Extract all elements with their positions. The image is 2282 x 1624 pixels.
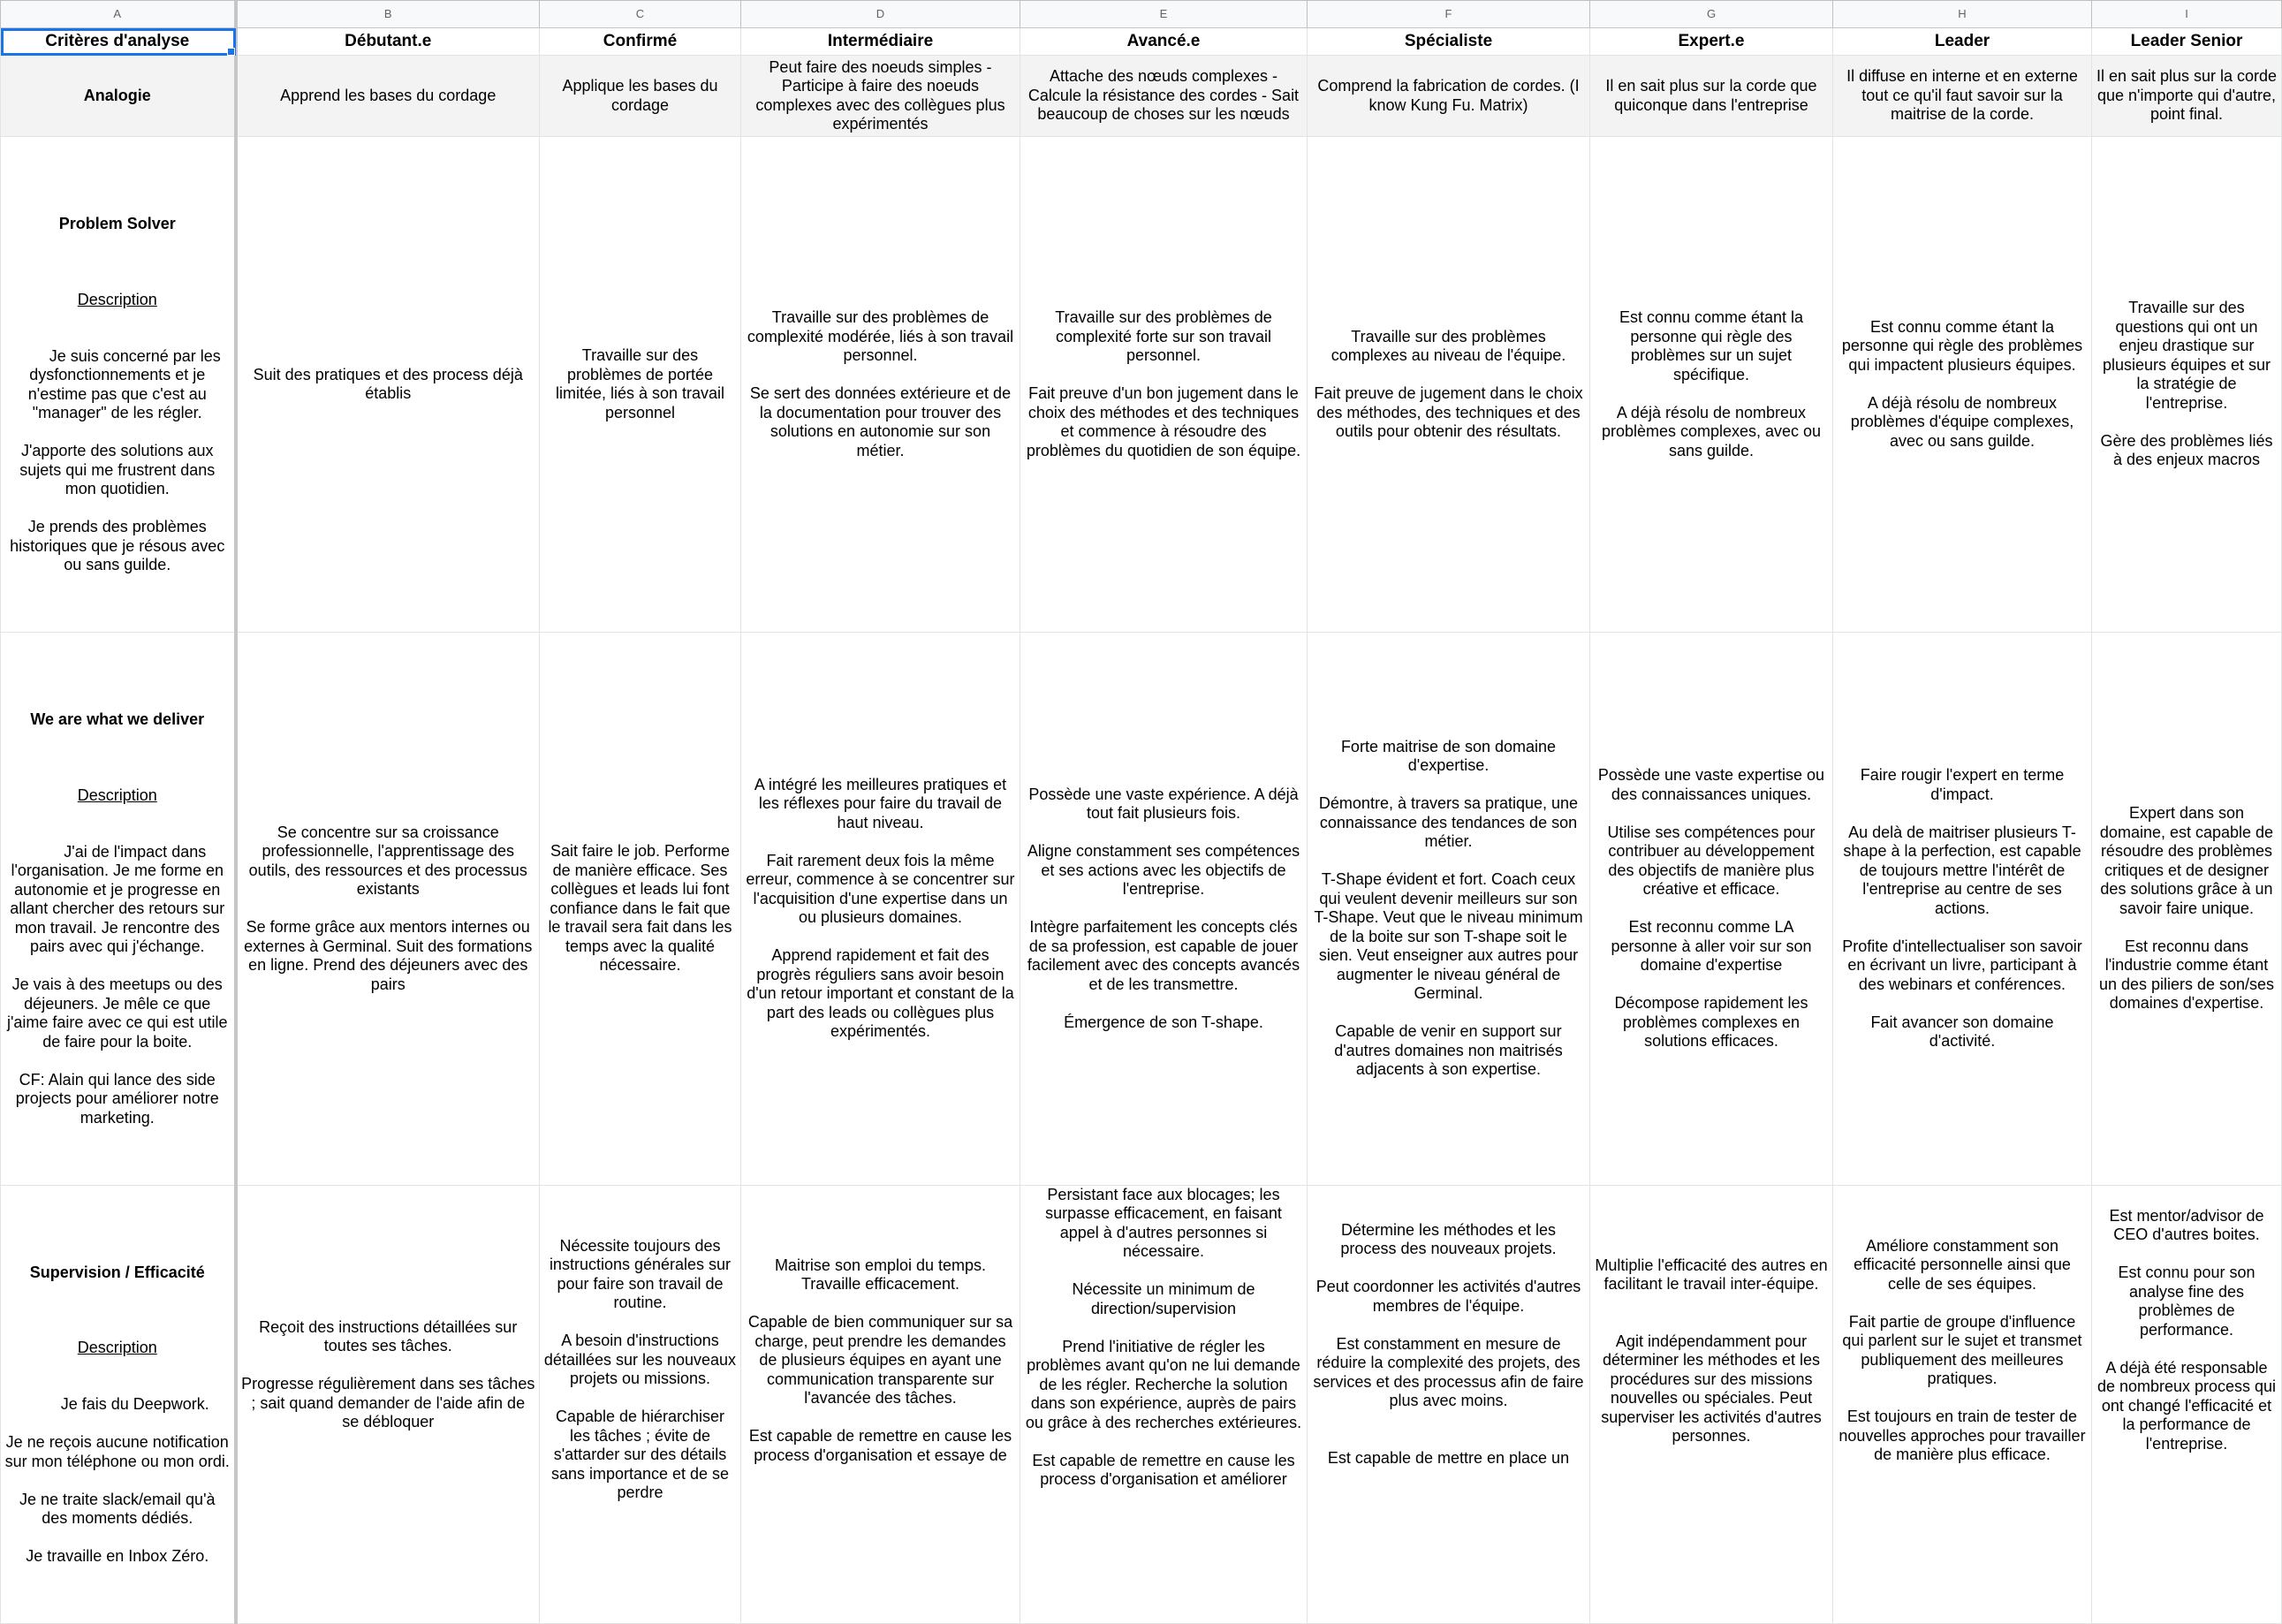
cell-a5-supervision[interactable] xyxy=(1,1185,236,1624)
cell-d5[interactable] xyxy=(741,1185,1020,1624)
cell-b3[interactable]: Suit des pratiques et des process déjà établis xyxy=(236,137,540,633)
criterion-title: We are what we deliver xyxy=(30,710,205,728)
cell-f1-specialiste[interactable]: Spécialiste xyxy=(1308,28,1590,56)
cell-c1-confirme[interactable]: Confirmé xyxy=(540,28,741,56)
column-header-c[interactable]: C xyxy=(540,1,741,28)
cell-e5-text: Persistant face aux blocages; les surpasse efficacement, en faisant appel à d'autres personnes si nécessaire. Nécessite un minimum de direction/supervision Prend l'initiative de régler les problèmes avant qu'on ne lui demande de les régler. Recherche la solution dans son expérience, auprès de pairs ou grâce à des recherches extérieures. Est capable de remettre en cause les process d'organisation et améliorer xyxy=(1025,1185,1302,1488)
cell-i4[interactable]: Expert dans son domaine, est capable de résoudre des problèmes critiques et de designer des solutions grâce à un savoir faire unique. Est reconnu dans l'industrie comme étant un des piliers de son/ses domaines d'expertise. xyxy=(2092,633,2282,1186)
cell-h2[interactable]: Il diffuse en interne et en externe tout ce qu'il faut savoir sur la maitrise de la corde. xyxy=(1833,56,2092,137)
cell-f2[interactable]: Comprend la fabrication de cordes. (I know Kung Fu. Matrix) xyxy=(1308,56,1590,137)
cell-f4[interactable]: Forte maitrise de son domaine d'expertise. Démontre, à travers sa pratique, une connaissance des tendances de son métier. T-Shape évident et fort. Coach ceux qui veulent devenir meilleurs sur son T-Shape. Veut que le niveau minimum de la boite sur son T-shape soit le sien. Veut enseigner aux autres pour augmenter le niveau général de Germinal. Capable de venir en support sur d'autres domaines non maitrisés adjacents à son expertise. xyxy=(1308,633,1590,1186)
column-header-i[interactable]: I xyxy=(2092,1,2282,28)
criterion-title: Supervision / Efficacité xyxy=(29,1263,205,1281)
cell-i1-leader-senior[interactable]: Leader Senior xyxy=(2092,28,2282,56)
column-header-e[interactable]: E xyxy=(1020,1,1308,28)
cell-b2[interactable]: Apprend les bases du cordage xyxy=(236,56,540,137)
cell-d2[interactable]: Peut faire des noeuds simples - Participe à faire des noeuds complexes avec des collègues plus expérimentés xyxy=(741,56,1020,137)
cell-i3[interactable]: Travaille sur des questions qui ont un enjeu drastique sur plusieurs équipes et sur la stratégie de l'entreprise. Gère des problèmes liés à des enjeux macros xyxy=(2092,137,2282,633)
cell-b5-text: Reçoit des instructions détaillées sur toutes ses tâches. Progresse régulièrement dans ses tâches ; sait quand demander de l'aide afin de se débloquer xyxy=(241,1317,535,1430)
cell-i5-text: Est mentor/advisor de CEO d'autres boites. Est connu pour son analyse fine des problèmes de performance. A déjà été responsable de nombreux process qui ont changé l'efficacité et la performance de l'entreprise. xyxy=(2096,1206,2277,1453)
cell-h4[interactable]: Faire rougir l'expert en terme d'impact. Au delà de maitriser plusieurs T-shape à la perfection, est capable de toujours mettre l'intérêt de l'entreprise au centre de ses actions. Profite d'intellectualiser son savoir en écrivant un livre, participant à des webinars et conférences. Fait avancer son domaine d'activité. xyxy=(1833,633,2092,1186)
cell-i2[interactable]: Il en sait plus sur la corde que n'importe qui d'autre, point final. xyxy=(2092,56,2282,137)
criterion-description-text: J'ai de l'impact dans l'organisation. Je me forme en autonomie et je progresse en allant chercher des retours sur mon travail. Je rencontre des pairs avec qui j'échange. Je vais à des meetups ou des déjeuners. Je mêle ce que j'aime faire avec ce qui est utile de faire pour la boite. CF: Alain qui lance des side projects pour améliorer notre marketing. xyxy=(6,842,228,1127)
cell-h1-leader[interactable]: Leader xyxy=(1833,28,2092,56)
cell-e2[interactable]: Attache des nœuds complexes - Calcule la résistance des cordes - Sait beaucoup de choses sur les nœuds xyxy=(1020,56,1308,137)
cell-f5-text: Détermine les méthodes et les process des nouveaux projets. Peut coordonner les activités d'autres membres de l'équipe. Est constamment en mesure de réduire la complexité des projets, des services et des processus afin de faire plus avec moins. Est capable de mettre en place un xyxy=(1313,1220,1584,1467)
cell-f3[interactable]: Travaille sur des problèmes complexes au niveau de l'équipe. Fait preuve de jugement dans le choix des méthodes, des techniques et des outils pour obtenir des résultats. xyxy=(1308,137,1590,633)
cell-b4[interactable]: Se concentre sur sa croissance professionnelle, l'apprentissage des outils, des ressources et des processus existants Se forme grâce aux mentors internes ou externes à Germinal. Suit des formations en ligne. Prend des déjeuners avec des pairs xyxy=(236,633,540,1186)
cell-e5[interactable] xyxy=(1020,1185,1308,1624)
criterion-description-label: Description xyxy=(77,290,157,308)
criterion-description-label: Description xyxy=(77,1339,157,1356)
cell-f5[interactable] xyxy=(1308,1185,1590,1624)
cell-h5-text: Améliore constamment son efficacité personnelle ainsi que celle de ses équipes. Fait partie de groupe d'influence qui parlent sur le sujet et transmet publiquement des meilleures pratiques. Est toujours en train de tester de nouvelles approches pour travailler de manière plus efficace. xyxy=(1838,1236,2086,1463)
column-header-d[interactable]: D xyxy=(741,1,1020,28)
cell-h5[interactable] xyxy=(1833,1185,2092,1624)
cell-g4[interactable]: Possède une vaste expertise ou des connaissances uniques. Utilise ses compétences pour contribuer au développement des objectifs de manière plus créative et efficace. Est reconnu comme LA personne à aller voir sur son domaine d'expertise Décompose rapidement les problèmes complexes en solutions efficaces. xyxy=(1590,633,1833,1186)
cell-g5[interactable] xyxy=(1590,1185,1833,1624)
column-header-h[interactable]: H xyxy=(1833,1,2092,28)
cell-e1-avance[interactable]: Avancé.e xyxy=(1020,28,1308,56)
cell-a1-text: Critères d'analyse xyxy=(45,32,190,51)
deliver-row xyxy=(1,633,2282,1186)
cell-a1-criteres[interactable] xyxy=(1,28,236,56)
cell-d3[interactable]: Travaille sur des problèmes de complexité modérée, liés à son travail personnel. Se sert des données extérieure et de la documentation pour trouver des solutions en autonomie sur son métier. xyxy=(741,137,1020,633)
cell-a2-analogie[interactable]: Analogie xyxy=(1,56,236,137)
cell-c5[interactable] xyxy=(540,1185,741,1624)
cell-g5-text: Multiplie l'efficacité des autres en facilitant le travail inter-équipe. Agit indépendamment pour déterminer les méthodes et les procédures sur des missions nouvelles ou spéciales. Peut superviser les activités d'autres personnes. xyxy=(1595,1256,1828,1445)
header-row xyxy=(1,28,2282,56)
cell-b1-debutant[interactable]: Débutant.e xyxy=(236,28,540,56)
cell-e3[interactable]: Travaille sur des problèmes de complexité forte sur son travail personnel. Fait preuve d'un bon jugement dans le choix des méthodes et des techniques et commence à résoudre des problèmes du quotidien de son équipe. xyxy=(1020,137,1308,633)
column-header-a[interactable]: A xyxy=(1,1,236,28)
cell-c2[interactable]: Applique les bases du cordage xyxy=(540,56,741,137)
column-header-row xyxy=(1,1,2282,28)
cell-c3[interactable]: Travaille sur des problèmes de portée limitée, liés à son travail personnel xyxy=(540,137,741,633)
column-header-g[interactable]: G xyxy=(1590,1,1833,28)
fill-handle[interactable] xyxy=(227,48,235,56)
column-header-b[interactable]: B xyxy=(236,1,540,28)
cell-a3-problem-solver[interactable] xyxy=(1,137,236,633)
cell-d4[interactable]: A intégré les meilleures pratiques et les réflexes pour faire du travail de haut niveau. Fait rarement deux fois la même erreur, commence à se concentrer sur l'acquisition d'une expertise dans un ou plusieurs domaines. Apprend rapidement et fait des progrès réguliers sans avoir besoin d'un retour important et constant de la part des leads ou collègues plus expérimentés. xyxy=(741,633,1020,1186)
cell-g1-expert[interactable]: Expert.e xyxy=(1590,28,1833,56)
cell-a4-deliver[interactable] xyxy=(1,633,236,1186)
cell-d1-intermediaire[interactable]: Intermédiaire xyxy=(741,28,1020,56)
supervision-row xyxy=(1,1185,2282,1624)
cell-i5[interactable] xyxy=(2092,1185,2282,1624)
cell-g2[interactable]: Il en sait plus sur la corde que quiconque dans l'entreprise xyxy=(1590,56,1833,137)
cell-b5[interactable] xyxy=(236,1185,540,1624)
criterion-description-text: Je fais du Deepwork. Je ne reçois aucune notification sur mon téléphone ou mon ordi. Je ne traite slack/email qu'à des moments dédiés. Je travaille en Inbox Zéro. xyxy=(4,1395,230,1565)
criterion-description-text: Je suis concerné par les dysfonctionnements et je n'estime pas que c'est au "manager" de les régler. J'apporte des solutions aux sujets qui me frustrent dans mon quotidien. Je prends des problèmes historiques que je résous avec ou sans guilde. xyxy=(10,346,225,573)
criterion-title: Problem Solver xyxy=(58,215,176,232)
column-header-f[interactable]: F xyxy=(1308,1,1590,28)
cell-e4[interactable]: Possède une vaste expérience. A déjà tout fait plusieurs fois. Aligne constamment ses compétences et ses actions avec les objectifs de l'entreprise. Intègre parfaitement les concepts clés de sa profession, est capable de jouer facilement avec des concepts avancés et de les transmettre. Émergence de son T-shape. xyxy=(1020,633,1308,1186)
criterion-description-label: Description xyxy=(77,785,157,804)
problem-solver-row xyxy=(1,137,2282,633)
cell-c4[interactable]: Sait faire le job. Performe de manière efficace. Ses collègues et leads lui font confiance dans le fait que le travail sera fait dans les temps avec la qualité nécessaire. xyxy=(540,633,741,1186)
analogie-row xyxy=(1,56,2282,137)
cell-h3[interactable]: Est connu comme étant la personne qui règle des problèmes qui impactent plusieurs équipes. A déjà résolu de nombreux problèmes d'équipe complexes, avec ou sans guilde. xyxy=(1833,137,2092,633)
cell-g3[interactable]: Est connu comme étant la personne qui règle des problèmes sur un sujet spécifique. A déjà résolu de nombreux problèmes complexes, avec ou sans guilde. xyxy=(1590,137,1833,633)
cell-d5-text: Maitrise son emploi du temps. Travaille efficacement. Capable de bien communiquer sur sa charge, peut prendre les demandes de plusieurs équipes en ayant une communication transparente sur l'avancée des tâches. Est capable de remettre en cause les process d'organisation et essaye de xyxy=(747,1256,1013,1464)
cell-c5-text: Nécessite toujours des instructions générales sur pour faire son travail de routine. A besoin d'instructions détaillées sur les nouveaux projets ou missions. Capable de hiérarchiser les tâches ; évite de s'attarder sur des détails sans importance et de se perdre xyxy=(543,1236,737,1501)
